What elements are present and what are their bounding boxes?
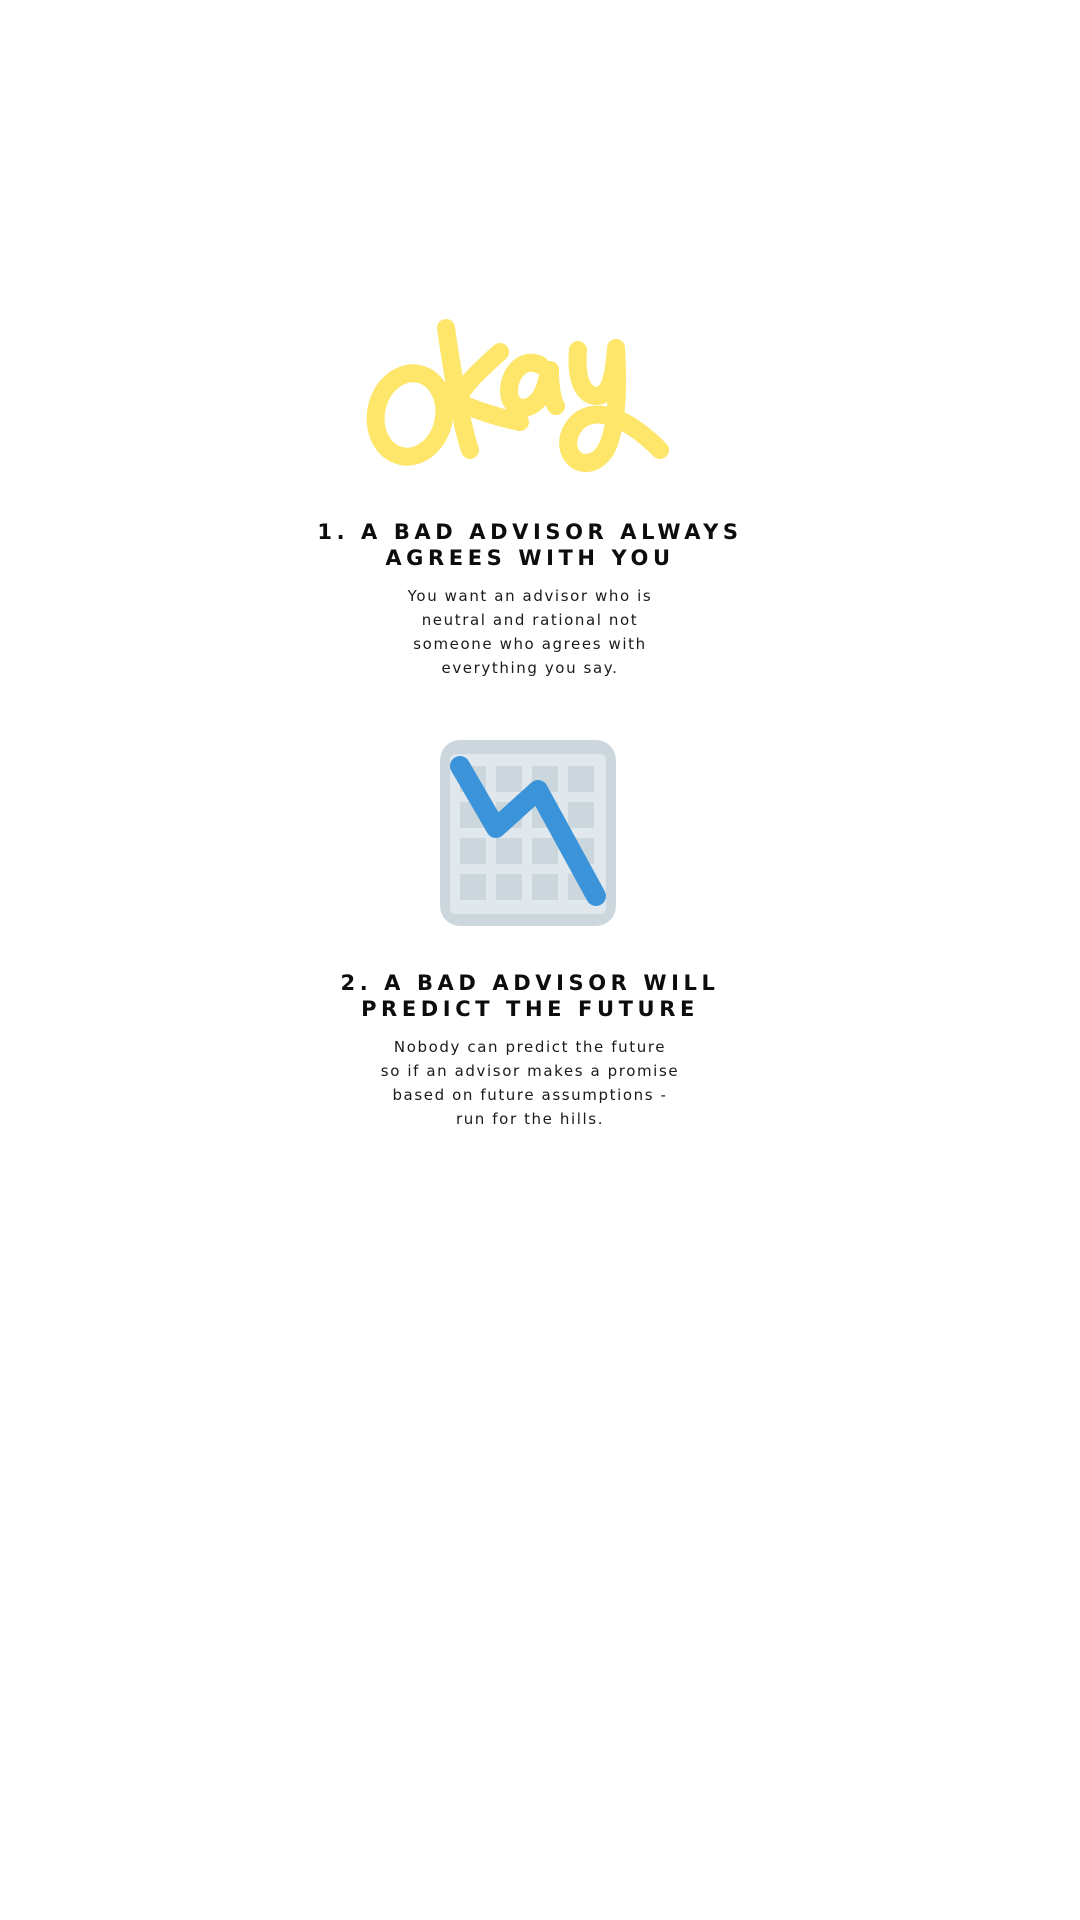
section-1-body-line-3: someone who agrees with	[413, 635, 647, 653]
section-1-heading-line-1: 1. A BAD ADVISOR ALWAYS	[317, 520, 743, 544]
chart-decreasing-icon	[440, 740, 616, 926]
section-1-heading	[290, 519, 770, 571]
section-1-body	[340, 584, 720, 680]
section-2-body-line-1: Nobody can predict the future	[393, 1038, 667, 1056]
section-2-heading	[290, 970, 770, 1022]
section-1-body-line-2: neutral and rational not	[421, 611, 639, 629]
section-2-heading-line-2: PREDICT THE FUTURE	[361, 997, 699, 1021]
section-2-body-line-2: so if an advisor makes a promise	[380, 1062, 680, 1080]
section-1-heading-line-2: AGREES WITH YOU	[385, 546, 675, 570]
section-2-body	[340, 1035, 720, 1131]
section-2-heading-line-1: 2. A BAD ADVISOR WILL	[340, 971, 720, 995]
section-2-body-line-3: based on future assumptions -	[392, 1086, 668, 1104]
section-1-body-line-4: everything you say.	[441, 659, 619, 677]
okay-lettering-icon	[360, 310, 680, 480]
section-1-body-line-1: You want an advisor who is	[407, 587, 653, 605]
section-2-body-line-4: run for the hills.	[455, 1110, 605, 1128]
